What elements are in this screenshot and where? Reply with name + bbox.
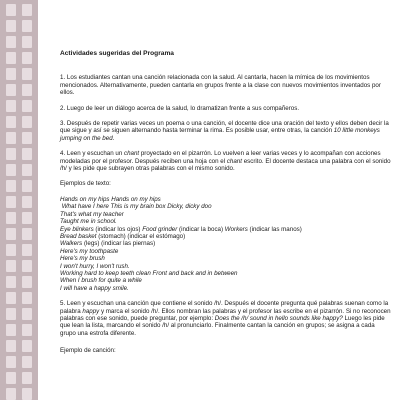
sidebar-square	[6, 244, 16, 256]
sidebar-square	[6, 4, 16, 16]
sidebar-square	[22, 276, 32, 288]
activity-3-text: 3. Después de repetir varias veces un poema o una canción, el docente dice una oración del texto y ellos deben decir la que sigue y así se siguen alternando hasta terminar la rima. Es posible usar, entre otras, la canción	[60, 120, 389, 135]
sidebar-square	[6, 308, 16, 320]
example-text: When I brush for quite a while	[60, 277, 142, 285]
example-line	[60, 255, 392, 262]
example-note: (indicar la boca)	[177, 225, 225, 233]
sidebar-square	[6, 116, 16, 128]
sidebar-square	[6, 292, 16, 304]
activity-5-happy: happy	[82, 307, 100, 315]
sidebar-square	[22, 4, 32, 16]
sidebar-square	[6, 340, 16, 352]
example-line	[60, 218, 392, 225]
sidebar-square	[6, 36, 16, 48]
sidebar-square	[22, 292, 32, 304]
decorative-sidebar	[0, 0, 38, 400]
sidebar-square	[6, 132, 16, 144]
sidebar-square	[22, 68, 32, 80]
sidebar-square	[22, 340, 32, 352]
activity-4-a: 4. Leen y escuchan un	[60, 150, 124, 158]
example-text: That's what my teacher	[60, 210, 124, 218]
sidebar-square	[6, 212, 16, 224]
sidebar-square	[6, 148, 16, 160]
sidebar-square	[6, 324, 16, 336]
sidebar-square	[6, 228, 16, 240]
example-text: Here's my brush	[60, 255, 105, 263]
examples-block	[60, 196, 392, 292]
activity-2: 2. Luego de leer un diálogo acerca de la salud, lo dramatizan frente a sus compañeros.	[60, 104, 300, 112]
sidebar-square	[22, 132, 32, 144]
document-page	[44, 0, 396, 400]
activity-5-question: Does the /h/ sound in hello sounds like happy?	[214, 314, 343, 322]
sidebar-square	[6, 164, 16, 176]
sidebar-square	[22, 36, 32, 48]
example-line	[60, 285, 392, 292]
example-text: I will have a happy smile.	[60, 284, 129, 292]
activity-5	[60, 300, 392, 337]
page-title: Actividades sugeridas del Programa	[60, 50, 174, 57]
sidebar-square	[22, 324, 32, 336]
sidebar-square	[22, 356, 32, 368]
example-text: Walkers	[60, 240, 83, 248]
sidebar-square	[22, 52, 32, 64]
activity-4-chant-1: chant	[123, 150, 140, 158]
sidebar-square	[22, 244, 32, 256]
sidebar-square	[6, 180, 16, 192]
example-text: Taught me in school.	[60, 218, 117, 226]
example-line	[60, 211, 392, 218]
sidebar-square	[22, 20, 32, 32]
example-line	[60, 240, 392, 247]
sidebar-square	[6, 276, 16, 288]
example-line	[60, 233, 392, 240]
activity-1: 1. Los estudiantes cantan una canción relacionada con la salud. Al cantarla, hacen la mímica de los movimientos mencionados. Alternativamente, pueden cantarla en grupos frente a la clase con nuevos movimientos inventados por ellos.	[60, 74, 381, 97]
sidebar-square	[6, 260, 16, 272]
example-text: Eye blinkers	[60, 225, 94, 233]
example-text: Here's my toothpaste	[60, 247, 119, 255]
sidebar-square	[6, 196, 16, 208]
sidebar-square	[6, 388, 16, 400]
activity-4	[60, 150, 392, 172]
sidebar-square	[6, 372, 16, 384]
sidebar-square	[22, 260, 32, 272]
example-line	[60, 196, 392, 203]
sidebar-square	[6, 52, 16, 64]
example-text: Working hard to keep teeth clean Front and back and in between	[60, 269, 238, 277]
example-note: (indicar los ojos)	[93, 225, 143, 233]
sidebar-square	[22, 308, 32, 320]
sidebar-square	[22, 116, 32, 128]
sidebar-square	[22, 84, 32, 96]
sidebar-square	[22, 148, 32, 160]
example-text: Food grinder	[142, 225, 178, 233]
sidebar-square	[22, 164, 32, 176]
activity-5-c: Luego les pide que lean la lista, marcando el sonido /h/ al pronunciarlo. Finalmente cantan la canción en grupos; se asigna a cada grupo una estrofa diferente.	[60, 314, 385, 337]
activity-3-song: 10 little monkeys jumping on the bed	[60, 127, 380, 142]
example-line	[60, 277, 392, 284]
song-example-label: Ejemplo de canción:	[60, 347, 116, 355]
activity-4-chant-2: chant	[226, 157, 242, 165]
activity-4-b: proyectado en el pizarrón. Lo vuelven a leer varias veces y lo acompañan con acciones modeladas por el profesor. Después reciben una hoja con el	[60, 150, 381, 165]
activity-5-b: y marca el sonido /h/. Ellos nombran las palabras y el profesor las escribe en el pizarrón. Si no reconocen palabras con ese sonido, puede preguntar, por ejemplo:	[60, 307, 391, 322]
example-text: Workers	[224, 225, 248, 233]
sidebar-square	[22, 228, 32, 240]
example-line	[60, 226, 392, 233]
sidebar-square	[6, 68, 16, 80]
sidebar-square	[22, 388, 32, 400]
example-text: Bread basket	[60, 232, 97, 240]
example-text: What have I here This is my brain box Dicky, dicky doo	[60, 203, 212, 211]
sidebar-square	[22, 100, 32, 112]
sidebar-square	[22, 180, 32, 192]
activity-3-end: .	[112, 134, 115, 142]
example-text: Hands on my hips Hands on my hips	[60, 195, 161, 203]
sidebar-square	[22, 372, 32, 384]
example-text: I won't hurry, I won't rush.	[60, 262, 130, 270]
example-line	[60, 248, 392, 255]
activity-5-a: 5. Leen y escuchan una canción que contiene el sonido /h/. Después el docente pregunta qué palabras suenan como la palabra	[60, 300, 389, 315]
example-note: (indicar las manos)	[247, 225, 302, 233]
sidebar-square	[22, 212, 32, 224]
example-note: (stomach) (indicar el estómago)	[96, 232, 186, 240]
sidebar-square	[22, 196, 32, 208]
activity-4-c: escrito. El docente destaca una palabra con el sonido /h/ y les pide que subrayen otras palabras con el mismo sonido.	[60, 157, 391, 173]
sidebar-square	[6, 356, 16, 368]
sidebar-square	[6, 20, 16, 32]
sidebar-square	[6, 84, 16, 96]
example-line	[60, 270, 392, 277]
example-line	[60, 203, 392, 210]
sidebar-square	[6, 100, 16, 112]
example-note: (legs) (indicar las piernas)	[82, 240, 156, 248]
activity-3	[60, 120, 392, 142]
example-line	[60, 263, 392, 270]
examples-title: Ejemplos de texto:	[60, 180, 111, 188]
